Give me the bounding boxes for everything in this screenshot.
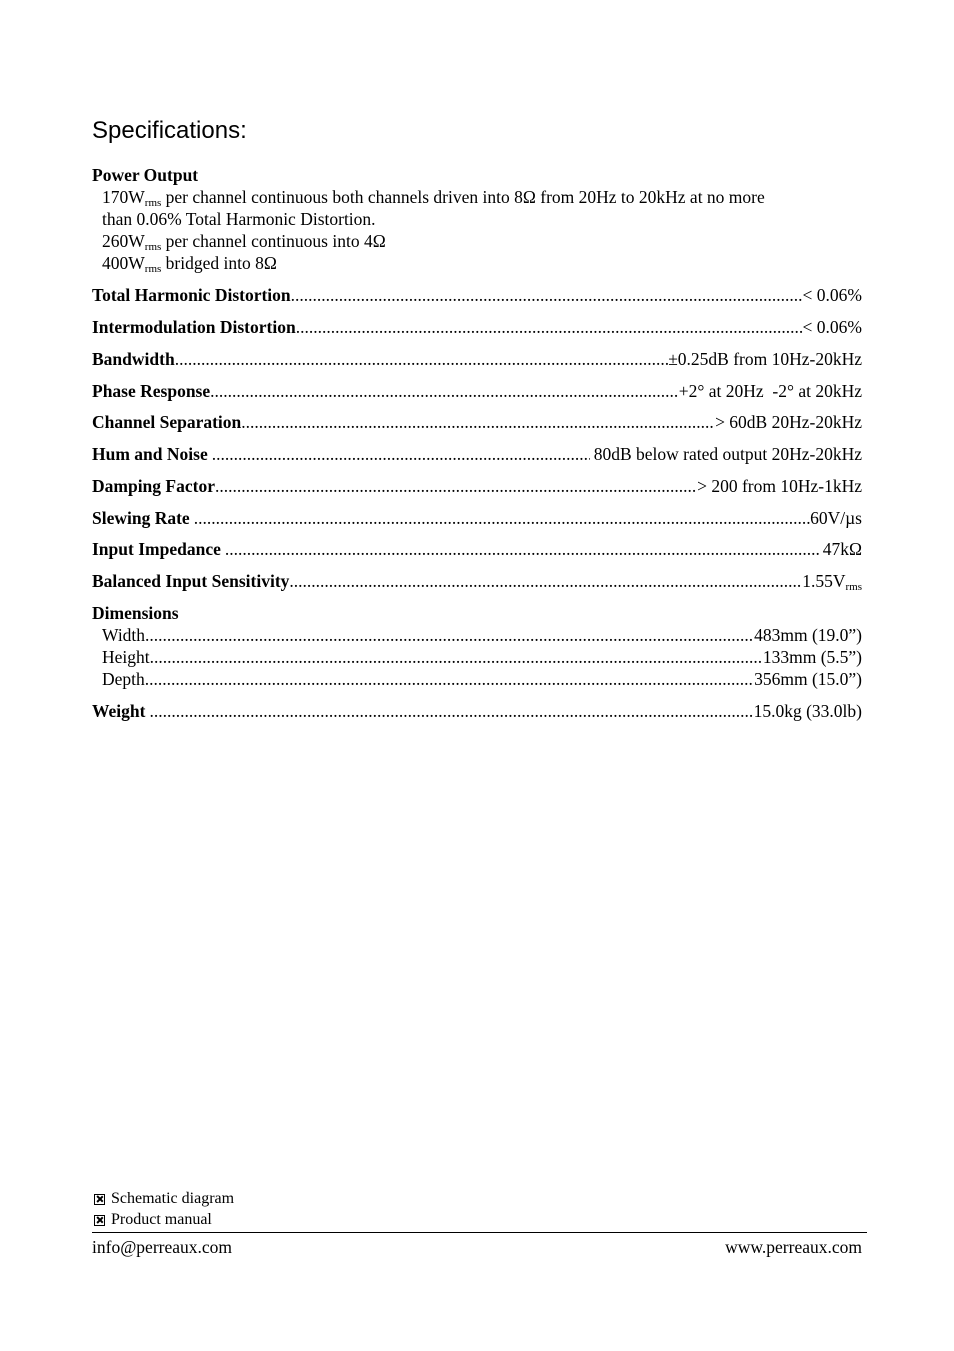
- dimension-value: 483mm (19.0”): [754, 625, 862, 645]
- spec-row-damping-factor: [92, 475, 862, 497]
- dimension-value: 356mm (15.0”): [754, 669, 862, 689]
- footer-email[interactable]: info@perreaux.com: [92, 1237, 233, 1257]
- leader-dots: [289, 570, 802, 592]
- spec-label: Total Harmonic Distortion: [92, 285, 291, 305]
- dimension-label: Width: [102, 625, 146, 645]
- spec-row-input-impedance: [92, 538, 862, 560]
- spec-value: 47kΩ: [822, 539, 862, 559]
- dimension-label: Depth: [102, 669, 145, 689]
- spec-value: 60V/µs: [810, 508, 862, 528]
- power-output-line: $170W_{rms}$ per channel continuous both channels driven into 8Ω from 20Hz to 20kHz at no more: [102, 187, 765, 209]
- spec-label: Weight: [92, 701, 146, 721]
- spec-label: Intermodulation Distortion: [92, 317, 296, 337]
- dimension-value: 133mm (5.5”): [762, 647, 862, 667]
- leader-dots: [296, 316, 803, 338]
- page-title: Specifications:: [92, 117, 247, 144]
- spec-row-thd: [92, 284, 862, 306]
- spec-label: Damping Factor: [92, 476, 215, 496]
- spec-value: ±0.25dB from 10Hz-20kHz: [668, 349, 862, 369]
- footer-divider: [92, 1232, 867, 1233]
- spec-label: Phase Response: [92, 381, 211, 401]
- leader-dots: [215, 475, 697, 497]
- spec-value: 80dB below rated output 20Hz-20kHz: [593, 444, 862, 464]
- power-output-line: than 0.06% Total Harmonic Distortion.: [102, 209, 376, 229]
- product-manual-check[interactable]: [94, 1210, 212, 1230]
- spec-row-bandwidth: [92, 348, 862, 370]
- spec-label: Input Impedance: [92, 539, 221, 559]
- spec-row-channel-separation: [92, 411, 862, 433]
- dimension-row-height: [102, 646, 862, 668]
- leader-dots: [145, 700, 753, 722]
- power-output-line: $260W_{rms}$ per channel continuous into 4Ω: [102, 231, 386, 253]
- spec-value: < 0.06%: [802, 317, 862, 337]
- schematic-diagram-check[interactable]: [94, 1189, 234, 1209]
- spec-value: > 200 from 10Hz-1kHz: [697, 476, 862, 496]
- leader-dots: [175, 348, 669, 370]
- spec-value: > 60dB 20Hz-20kHz: [715, 412, 862, 432]
- spec-row-phase-response: [92, 380, 862, 402]
- check-label: Schematic diagram: [111, 1190, 235, 1207]
- leader-dots: [208, 443, 590, 465]
- spec-row-imd: [92, 316, 862, 338]
- footer-website[interactable]: www.perreaux.com: [725, 1237, 862, 1257]
- check-label: Product manual: [111, 1211, 212, 1228]
- checked-box-icon[interactable]: [94, 1215, 105, 1226]
- spec-label: Balanced Input Sensitivity: [92, 571, 290, 591]
- spec-row-weight: [92, 700, 862, 722]
- leader-dots: [221, 538, 819, 560]
- spec-value: $1.55V_{rms}$: [802, 571, 862, 593]
- spec-value: +2° at 20Hz -2° at 20kHz: [678, 381, 862, 401]
- leader-dots: [210, 380, 679, 402]
- leader-dots: [241, 411, 715, 433]
- leader-dots: [291, 284, 803, 306]
- dimension-row-width: [102, 624, 862, 646]
- dimension-row-depth: [102, 668, 862, 690]
- spec-value: < 0.06%: [802, 285, 862, 305]
- spec-label: Slewing Rate: [92, 508, 190, 528]
- leader-dots: [145, 624, 754, 646]
- spec-row-hum-noise: [92, 443, 862, 465]
- dimensions-heading: Dimensions: [92, 603, 179, 623]
- spec-label: Hum and Noise: [92, 444, 208, 464]
- spec-label: Bandwidth: [92, 349, 175, 369]
- spec-row-slewing-rate: [92, 507, 862, 529]
- dimension-label: Height: [102, 647, 150, 667]
- checked-box-icon[interactable]: [94, 1194, 105, 1205]
- leader-dots: [145, 668, 754, 690]
- leader-dots: [150, 646, 763, 668]
- spec-row-input-sensitivity: [92, 570, 862, 592]
- power-output-line: $400W_{rms}$ bridged into 8Ω: [102, 253, 277, 275]
- leader-dots: [190, 507, 810, 529]
- spec-label: Channel Separation: [92, 412, 242, 432]
- spec-value: 15.0kg (33.0lb): [753, 701, 862, 721]
- power-output-heading: Power Output: [92, 165, 199, 185]
